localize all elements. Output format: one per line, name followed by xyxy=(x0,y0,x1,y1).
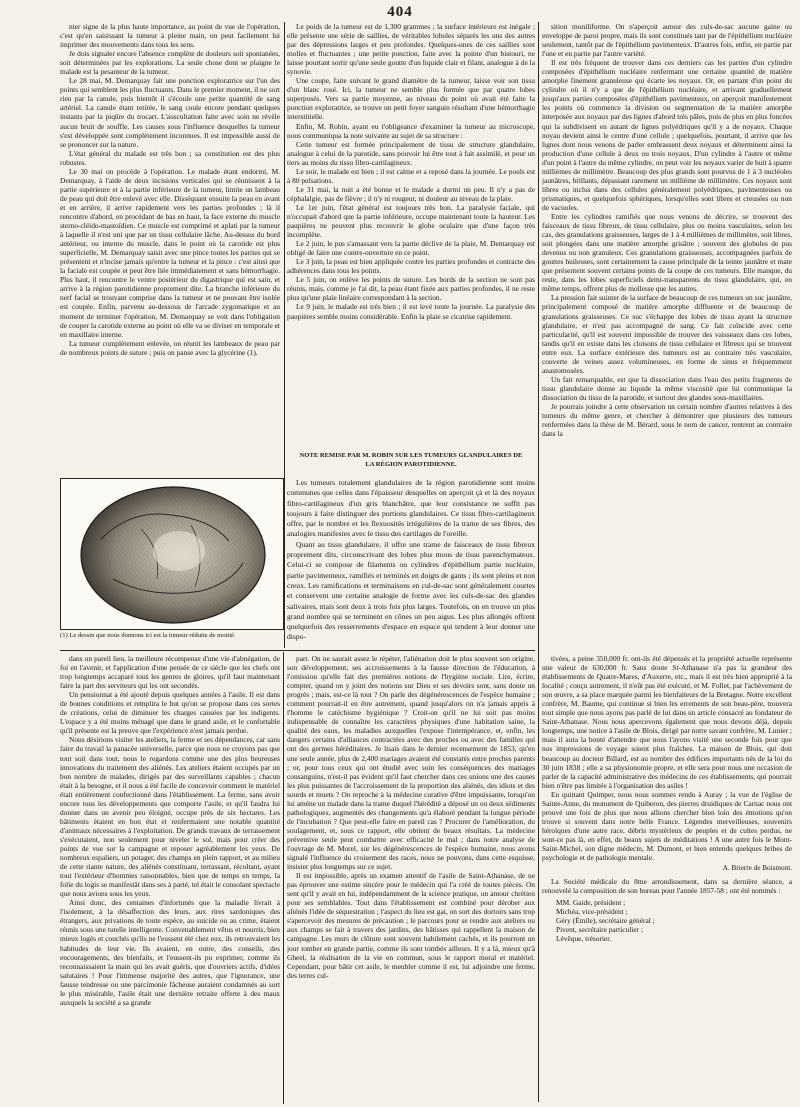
paragraph: Un fait remarquable, est que la dissociation dans l'eau des petits fragments de tissu glandulaire donne au liquide la même viscosité que lui communique la dissociation du tissu de la parotide, et surtout des glandes sous-maxillaires. xyxy=(542,374,792,402)
paragraph: nier signe de la plus haute importance, au point de vue de l'opération, c'est qu'en saisissant la tumeur à pleine main, on peut facilement lui imprimer des mouvements dans tous les sens. xyxy=(60,22,280,50)
officers-list xyxy=(542,898,792,943)
column-1-top xyxy=(60,22,280,477)
paragraph: Un pensionnat a été ajouté depuis quelques années à l'asile. Il est dans de bonnes conditions et remplira le but qu'on se propose dans ces sortes de créations, celui de diminuer les charges causées par les indigents. L'espace y a été moins ménagé que dans le grand asile, et le confortable qu'il présente est la preuve que l'expérience n'est jamais perdue. xyxy=(60,690,280,736)
paragraph: Le 5 juin, on enlève les points de suture. Les bords de la section ne sont pas réunis, mais, comme je l'ai dit, la peau étant fixée aux parties profondes, il ne reste plus qu'une plaie linéaire correspondant à la section. xyxy=(287,275,535,303)
paragraph: Il est très fréquent de trouver dans ces derniers cas les parties d'un cylindre composées d'épithélium nucléaire renfermant une certaine quantité de matière amorphe finement granuleuse qui écarte les noyaux. Or, en partant d'un point du cylindre où il n'y a que de l'épithélium nucléaire, et arrivant graduellement jusqu'aux parties composées d'épithélium pavimenteux, on aperçoit manifestement les points où commence la division ou segmentation de la matière amorphe interposée aux noyaux par des lignes d'abord très pâles, puis de plus en plus foncées qui la subdivisent en autant de lignes polyédriques qu'il y a de noyaux. Chaque noyau devient ainsi le centre d'une cellule ; quelquefois, pourtant, il arrive que les lignes dont nous venons de parler embrassent deux noyaux et déterminent ainsi la production d'une cellule à deux ou trois noyaux. D'un cylindre à l'autre et même d'un point à l'autre du même cylindre, on peut voir les noyaux varier de huit à quatre millièmes de millimètre. Beaucoup des plus grands sont pourvus de 1 à 3 nucléoles jaunâtres, brillants, dépassant rarement un millième de millimètre. Ces noyaux sont libres ou inclus dans des cellules généralement polyédriques, pavimenteuses ou prismatiques, et quelquefois sphériques, lorsqu'elles sont libres et creusées ou non de vacuoles. xyxy=(542,58,792,212)
column-2-top xyxy=(287,22,535,449)
paragraph: L'état général du malade est très bon ; sa constitution est des plus robustes. xyxy=(60,148,280,167)
paragraph: Quant au tissu glandulaire, il offre une trame de faisceaux de tissu fibreux proprement dits, circonscrivant des lobes plus mous de tissu parenchymateux. Celui-ci se compose de filaments ou cylindres d'épithélium partie nucléaire, partie pavimenteux, ramifiés et terminés en doigts de gants ; ils sont pleins et non creux. Les ramifications et terminaisons en cul-de-sac sont généralement courtes et conservent une certaine analogie de forme avec les culs-de-sac des glandes salivaires, mais sont deux à trois fois plus larges. Toutefois, on en trouve un plus grand nombre qui se terminent en cônes un peu aigus. Les plus allongés offrent quelquefois des resserrements d'espace en espace qui tendent à leur donner une dispo- xyxy=(287,539,535,642)
column-rule xyxy=(538,22,539,1102)
paragraph: Le 1er juin, l'état général est toujours très bon. La paralysie faciale, qui n'occupait d'abord que la partie inférieure, occupe maintenant toute la hauteur. Les paupières ne peuvent plus recouvrir le globe oculaire que d'une façon très incomplète. xyxy=(287,202,535,240)
paragraph: Nous désirions visiter les ateliers, la ferme et ses dépendances, car sans faire du travail la panacée universelle, parce que nous ne croyons pas que tout soit dans tout, nous le regardons comme une des plus heureuses innovations du traitement des aliénés. Les ateliers étaient occupés par un bon nombre de malades, dirigés par des surveillants capables ; chacun était à la besogne, et il nous a été facile de concevoir comment le matériel était entièrement confectionné dans l'établissement. La ferme, sans avoir encore tous les développements que comporte l'asile, et qu'il faudra lui donner dans un avenir peu éloigné, occupe près de six hectares. Les bâtiments étaient en bon état et renfermaient une notable quantité d'animaux nécessaires à l'exploitation. De grands travaux de terrassement s'exécutaient, non seulement pour niveler le sol, mais pour créer des points de vue sur la campagne et reposer agréablement les yeux. De nombreux espaliers, un potager, des champs en plein rapport, et au milieu de cette riante nature, des aliénés constituant, terrassant, récoltant, ayant tout l'extérieur d'hommes raisonnables, bien que de temps en temps, la folie du logis se manifestât dans ses à parté, tel était le consolant spectacle que nous avions sous les yeux. xyxy=(60,735,280,899)
paragraph: La tumeur complètement enlevée, on réunit les lambeaux de peau par de nombreux points de suture ; puis on panse avec la glycérine (1). xyxy=(60,338,280,357)
article-title-line: NOTE REMISE PAR M. ROBIN SUR LES TUMEURS GLANDULAIRES DE xyxy=(299,452,523,459)
paragraph: Le soir, le malade est bien ; il est calme et a reposé dans la journée. Le pouls est à 80 pulsations. xyxy=(287,166,535,185)
paragraph: Cette tumeur est formée principalement de tissu de structure glandulaire, analogue à celui de la parotide, sans pouvoir lui être tout à fait assimilé, et pour un tiers au moins du tissu fibro-cartilagineux. xyxy=(287,139,535,167)
officer-entry: Géry (Émile), secrétaire général ; xyxy=(556,916,655,926)
officer-entry: Pivent, secrétaire particulier ; xyxy=(556,925,644,935)
paragraph: Enfin, M. Robin, ayant eu l'obligeance d'examiner la tumeur au microscope, nous communiqua la note suivante au sujet de sa structure : xyxy=(287,121,535,140)
paragraph: Le 3 juin, la peau est bien appliquée contre les parties profondes et contracte des adhérences dans tous les points. xyxy=(287,257,535,276)
column-rule xyxy=(284,22,285,648)
paragraph: Je pourrais joindre à cette observation un certain nombre d'autres relatives à des tumeurs du même genre, et chercher à démontrer que plusieurs des tumeurs renfermées dans la thèse de M. Bérard, sous le nom de cancer, rentrent au contraire dans la xyxy=(542,401,792,439)
paragraph: sition moniliforme. On n'aperçoit autour des culs-de-sac aucune gaine ou enveloppe de paroi propre, mais ils sont constitués tant par de l'épithélium nucléaire seulement, tantôt par de l'épithélium pavimenteux. D'autres fois, enfin, en partie par l'une et en partie par l'autre variété. xyxy=(542,22,792,59)
paragraph: part. On ne saurait assez le répéter, l'aliénation doit le plus souvent son origine, son développement, ses accroissements à la fausse direction de l'éducation, à l'omission qu'elle fait des premières notions de l'hygiène sociale. Lire, écrire, compter, quand on y joint des notions sur Dieu et ses devoirs sont, sans doute un progrès ; mais, est-ce là tout ? On parle des dégénérescences de l'espèce humaine ; comment pourrait-il en être autrement, quand jusqu'alors on n'a jamais appris à l'homme le catéchisme hygiénique ? Croit-on qu'il ne lui soit pas moins indispensable de connaître les caractères physiques d'une habitation saine, la qualité des eaux, les maladies auxquelles l'expose l'intempérance, et, enfin, les dangers certains d'alliances contractées avec des proches ou avec des familles qui ont des germes héréditaires. Je lisais dans le dernier recensement de 1853, qu'en une seule année, plus de 2,400 mariages avaient été constatés entre proches parents ; or, pour tous ceux qui ont étudié avec soin les conséquences des mariages consanguins, n'est-il pas évident qu'il faut chercher dans ces unions une des causes les plus puissantes de l'accroissement de la proportion des aliénés, des idiots et des sourds et muets ? On reproche à la médecine curative d'être impuissante, lorsqu'on lui amène un malade dans la trame duquel l'hérédité a déposé un ou deux sédiments pathologiques, augmentés des changements qu'a élaboré pendant la longue période de l'incubation ? Que peut-elle faire en pareil cas ? Procurer de l'amélioration, du soulagement, et, sous ce rapport, elle obtient de beaux résultats. La médecine préventive seule peut combattre avec efficacité le mal ; dans notre analyse de l'ouvrage de M. Morel, sur les dégénérescences de l'espèce humaine, nous avons signalé l'influence du croisement des races, nous ne pouvons, dans cette esquisse, insister plus longtemps sur ce sujet. xyxy=(287,654,535,872)
paragraph: Le 2 juin, le pus s'amassant vers la partie déclive de la plaie, M. Demarquay est obligé de faire une contre-ouverture en ce point. xyxy=(287,239,535,258)
paragraph: Il est impossible, après un examen attentif de l'asile de Saint-Athanase, de ne pas éprouver une estime sincère pour le médecin qui l'a créé de toutes pièces. On sent qu'il y avait en lui, indépendamment de la science pratique, un amour chrétien pour ses semblables. Tout dans l'établissement est combiné pour dérober aux aliénés l'idée de séquestration ; l'aspect du lieu est gai, on sort des dortoirs sans trop s'apercevoir des mesures de précaution ; le parcours pour se rendre aux ateliers ou aux champs se fait à travers des jardins, des bâtisses qui rappellent la maison de campagne. Les murs de clôture sont souvent habilement cachés, et ils pourront un jour tomber en grande partie, comme ils sont tombés ailleurs. Il y a là, mieux qu'à Gheel, la réalisation de la vie en commun, sous le rapport moral et matériel. Cependant, pour bâtir cet asile, le meubler comme il est, lui adjoindre une ferme, des terres cul- xyxy=(287,871,535,980)
column-rule xyxy=(283,652,284,1104)
paragraph: Ainsi donc, des centaines d'infortunés que la maladie livrait à l'isolement, à la désaffection des leurs, aux rires sardoniques des étrangers, aux privations de toute espèce, au suicide ou au crime, étaient réunis sous une tutelle intelligente. Convenablement vêtus et nourris, bien mieux logés et couchés qu'ils ne l'eussent été chez eux, ils retrouvaient les habitudes de leur vie. Ils avaient, en outre, des conseils, des encouragements, des bienfaits, et l'eussent-ils pu exprimer, comme ils reconnaissaient la main qui les avait guéris, que d'ouvriers actifs, d'idées salutaires ! Pour l'immense majorité des autres, que l'ignorance, une fausse tendresse ou une parcimonie fâcheuse auraient condamnés au sort le plus misérable, l'asile était une dernière retraite offerte à des maux auxquels la société a sa grande xyxy=(60,898,280,1007)
column-2-article xyxy=(287,478,535,648)
column-2-bottom xyxy=(287,654,535,1104)
column-1-bottom xyxy=(60,654,280,1104)
society-notice: La Société médicale du 8me arrondissement, dans sa dernière séance, a renouvelé la composition de son bureau pour l'année 1857-58 ; ont été nommés : xyxy=(542,877,792,896)
section-divider xyxy=(60,650,535,651)
paragraph: La pression fait suinter de la surface de beaucoup de ces tumeurs un suc jaunâtre, principalement composé de matière amorphe diffluente et de beaucoup de granulations graisseuses. Ce suc s'échappe des lobes de tissu ayant la structure glandulaire, et n'est pas accompagné de sang. Ce fait coïncide avec cette particularité, qu'il est souvent impossible de trouver des vaisseaux dans ces lobes, tandis qu'il en existe dans les cloisons de tissu cellulaire et fibreux qui se trouvent entre eux. La surface extérieure des tumeurs est au contraire très vasculaire, couverte de veines assez volumineuses, en forme de sinus et fréquemment anastomosées. xyxy=(542,293,792,375)
paragraph: Entre les cylindres ramifiés que nous venons de décrire, se trouvent des faisceaux de tissu fibreux, de tissu cellulaire, plus ou moins vasculaires, selon les cas, des granulations graisseuses, larges de 1 à 4 millièmes de millimètre, soit libres, soit plongées dans une matière amorphe grisâtre ; souvent des globules de pus devenus ou non granuleux. Ces granulations graisseuses, accompagnées parfois de gouttes huileuses, sont certainement la cause principale de la teinte jaunâtre et mate que présentent souvent certains points de la coupe de ces tumeurs. Elle manque, du reste, dans les lobes superficiels demi-transparents du tissu glandulaire, qui, en même temps, offrent plus de mollesse que les autres. xyxy=(542,211,792,294)
figure-caption: (1) Le dessin que nous donnons ici est la tumeur réduite de moitié. xyxy=(60,632,236,639)
page-number: 404 xyxy=(387,4,413,20)
paragraph: Le poids de la tumeur est de 1,300 grammes ; la surface intérieure est inégale ; elle présente une série de saillies, de véritables lobules séparés les uns des autres par des dépressions larges et peu profondes. Quelques-unes de ces saillies sont molles et fluctuantes ; une petite ponction, faite avec la pointe d'un bistouri, ne laisse pourtant sortir qu'une seule goutte d'un liquide clair et filant, analogue à de la synovie. xyxy=(287,22,535,77)
paragraph: Les tumeurs totalement glandulaires de la région parotidienne sont moins communes que celles dans l'épaisseur desquelles on aperçoit çà et là des noyaux fibro-cartilagineux d'un gris blanchâtre, que leur consistance ne suffit pas toujours à faire distinguer des portions glandulaires. Ce tissu fibro-cartilagineux offre, par le nombre et les flexuosités irrégulières de la trame de ses fibres, des analogies manifestes avec le tissu des cartilages de l'oreille. xyxy=(287,478,535,539)
paragraph: Le 28 mai, M. Demarquay fait une ponction exploratrice sur l'un des points qui semblent les plus fluctuants. Dans le premier moment, il ne sort rien par la canule, puis bientôt il s'écoule une petite quantité de sang artériel. La canule étant retirée, le sang coule encore pendant quelques instants par la piqûre du trocart. L'auscultation faite avec soin ne révèle aucun bruit de souffle. Les causes sous l'influence desquelles la tumeur s'est développée sont complètement inconnues. Il est impossible aussi de se prononcer sur la nature. xyxy=(60,76,280,149)
officer-entry: MM. Gaide, président ; xyxy=(556,898,626,908)
paragraph: Le 30 mai on procède à l'opération. Le malade étant endormi, M. Demarquay, à l'aide de deux incisions verticales qui se réunissent à la partie supérieure et à la partie inférieure de la tumeur, limite un lambeau de peau qui doit être enlevé avec elle. Disséquant ensuite la peau en avant et en arrière, il arrive rapidement vers les parties profondes ; là il rencontre d'abord, en procédant de bas en haut, la face externe du muscle sterno-cléido-mastoïdien. Ce muscle est comprimé et aplati par la tumeur à laquelle il n'est uni que par un tissu cellulaire lâche. Au-dessus du bord antérieur, ou interne du muscle, dans le point où la carotide est plus superficielle, M. Demarquay saisit avec une pince toutes les parties qui se présentent et n'incise jamais qu'entre la tumeur et la pince : c'est ainsi que la faciale est coupée et peut être liée immédiatement et sans hémorrhagie. Plus haut, il rencontre le ventre postérieur du digastrique qui est sain, et arrive à la région parotidienne proprement dite. La branche inférieure du nerf facial se trouvant comprise dans la tumeur et ne pouvant être isolée est coupée. Enfin, parvenu au-dessous de l'arcade zygomatique et au moment de terminer l'opération, M. Demarquay se voit dans l'obligation de couper la carotide externe au point où elle va se diviser en temporale et en maxillaire interne. xyxy=(60,166,280,339)
paragraph: Le 9 juin, le malade est très bien ; il est levé toute la journée. La paralysie des paupières semble moins considérable. Enfin la plaie se cicatrise rapidement. xyxy=(287,302,535,321)
author-signature: A. Brierre de Boismont. xyxy=(722,864,792,873)
paragraph: tivées, a peine 350,000 fr. ont-ils été dépensés et la propriété actuelle représente une valeur de 630,000 fr. Sans doute St-Athanase n'a pas la grandeur des établissements de Quatre-Mares, d'Auxerre, etc., mais il est très bien approprié à la localité ; conçu autrement, il n'eût pas été exécuté, et M. Follet, par l'achèvement de son œuvre, a sa place marquée parmi les bienfaiteurs de la Bretagne. Notre excellent confrère, M. Baume, qui continue si bien les errements de son beau-père, trouvera tout simple que nous ayons pas parlé de lui dans un article consacré au fondateur de Saint-Athanase. Nous nous apercevons également que nous devons déjà, depuis longtemps, une notice à l'asile de Blois, dirigé par notre savant confrère, M. Lunier ; mais il aura la bonté d'attendre que nous l'ayons visité une seconde fois pour que nos impressions de voyage soient plus fraîches. La maison de Blois, qui doit beaucoup au docteur Billard, est au nombre des édifices importants nés de la loi du 30 juin 1838 ; elle a sa physionomie propre, et elle sera pour nous une occasion de parler de la capacité administrative des médecins de ces établissements, qui pourrait bien n'être pas limitée à l'organisation des asiles ! xyxy=(542,654,792,790)
article-title-line: LA RÉGION PAROTIDIENNE. xyxy=(365,460,457,468)
paragraph: En quittant Quimper, nous nous sommes rendu à Auray ; la vue de l'église de Sainte-Anne, du monument de Quiberon, des pierres druidiques de Carnac nous ont prouvé une fois de plus que nous allions chercher bien loin des émotions qu'on trouve si souvent dans notre belle France. Légendes merveilleuses, souvenirs héroïques d'une autre race, débris mystérieux de peuples et de cultes perdus, ne sont-ce pas là, en effet, de beaux sujets de méditations ! A une autre fois le Mont-Saint-Michel, son digne médecin, M. Dumont, et bien entendu quelques bribes de psychologie et de pathologie mentale. xyxy=(542,789,792,863)
paragraph: dans un pareil lieu, la meilleure récompense d'une vie d'abnégation, de foi en l'avenir, et l'application d'une pensée de ce siècle que les chefs ont trop longtemps accaparé tous les genres de gloires, qu'il faut maintenant faire la part des serviteurs qui les ont secondés. xyxy=(60,654,280,691)
column-3-top xyxy=(542,22,792,648)
paragraph: Je dois signaler encore l'absence complète de douleurs soit spontanées, soit déterminées par les explorations. La seule chose dont se plaigne le malade est la pesanteur de la tumeur. xyxy=(60,49,280,77)
paragraph: Une coupe, faite suivant le grand diamètre de la tumeur, laisse voir son tissu d'un blanc rosé. Ici, la tumeur ne semble plus formée que par quatre lobes superposés. Vers sa partie moyenne, au niveau du point où avait été faite la ponction exploratrice, se trouve un petit foyer sanguin résultant d'une hémorrhagie interstitielle. xyxy=(287,76,535,122)
column-3-bottom xyxy=(542,654,792,1104)
article-title xyxy=(287,452,535,469)
tumor-illustration xyxy=(60,478,284,630)
paragraph: Le 31 mai, la nuit a été bonne et le malade a dormi un peu. Il n'y a pas de céphalalgie, pas de fièvre ; il n'y ni rougeur, ni douleur au niveau de la plaie. xyxy=(287,184,535,203)
officer-entry: Michéa, vice-président ; xyxy=(556,907,628,917)
officer-entry: Lévêque, trésorier. xyxy=(556,934,612,944)
